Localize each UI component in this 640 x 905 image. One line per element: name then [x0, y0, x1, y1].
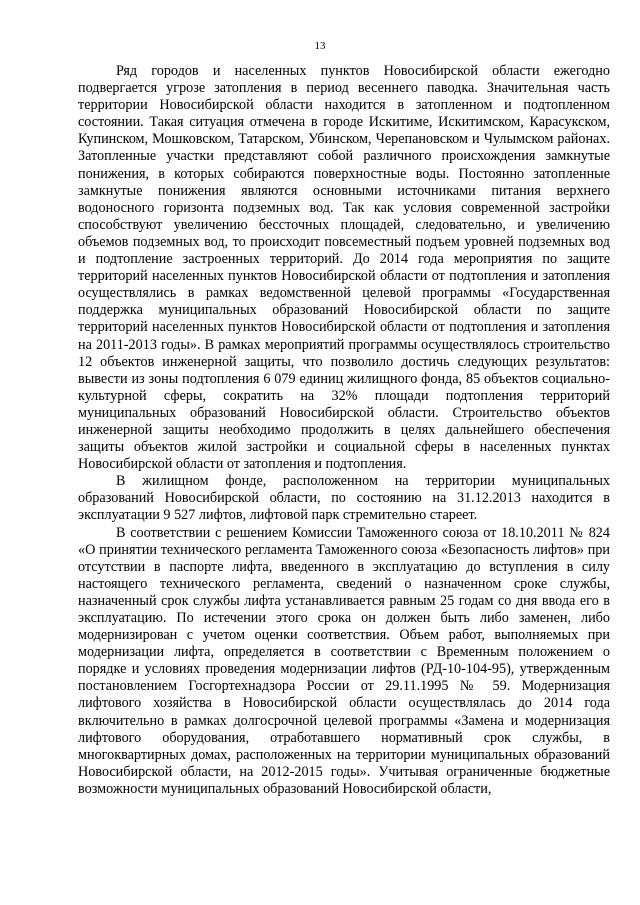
paragraph-elevator-stock: В жилищном фонде, расположенном на территории муниципальных образований Новосибирской области, по состоянию на 31.12.2013 находится в эксплуатации 9 527 лифтов, лифтовой парк стремительно стареет. [78, 473, 610, 524]
paragraph-flood-protection: Ряд городов и населенных пунктов Новосибирской области ежегодно подвергается угрозе затопления в период весеннего паводка. Значительная часть территории Новосибирской области находится в затопленном и подтопленном состоянии. Такая ситуация отмечена в городе Искитиме, Искитимском, Карасукском, Купинском, Мошковском, Татарском, Убинском, Черепановском и Чулымском районах. Затопленные участки представляют собой различного происхождения замкнутые понижения, в которых собираются поверхностные воды. Постоянно затопленные замкнутые понижения являются основными источниками питания верхнего водоносного горизонта подземных вод. Так как условия современной застройки способствуют увеличению бессточных площадей, следовательно, и увеличению объемов подземных вод, то происходит повсеместный подъем уровней подземных вод и подтопление застроенных территорий. До 2014 года мероприятия по защите территорий населенных пунктов Новосибирской области от подтопления и затопления осуществлялись в рамках ведомственной целевой программы «Государственная поддержка муниципальных образований Новосибирской области по защите территорий населенных пунктов Новосибирской области от подтопления и затопления на 2011-2013 годы». В рамках мероприятий программы осуществлялось строительство 12 объектов инженерной защиты, что позволило достичь следующих результатов: вывести из зоны подтопления 6 079 единиц жилищного фонда, 85 объектов социально-культурной сферы, сократить на 32% площади подтопления территорий муниципальных образований Новосибирской области. Строительство объектов инженерной защиты необходимо продолжить в целях дальнейшего обеспечения защиты объектов жилой застройки и социальной сферы в населенных пунктах Новосибирской области от затопления и подтопления. [78, 63, 610, 473]
document-body [78, 63, 610, 798]
page-number: 13 [314, 40, 326, 52]
paragraph-elevator-regulation: В соответствии с решением Комиссии Таможенного союза от 18.10.2011 № 824 «О принятии технического регламента Таможенного союза «Безопасность лифтов» при отсутствии в паспорте лифта, введенного в эксплуатацию до вступления в силу настоящего технического регламента, сведений о назначенном сроке службы, назначенный срок службы лифта устанавливается равным 25 годам со дня ввода его в эксплуатацию. По истечении этого срока он должен быть либо заменен, либо модернизирован с учетом оценки соответствия. Объем работ, выполняемых при модернизации лифта, определяется в соответствии с Временным положением о порядке и условиях проведения модернизации лифтов (РД-10-104-95), утвержденным постановлением Госгортехнадзора России от 29.11.1995 № 59. Модернизация лифтового хозяйства в Новосибирской области осуществлялась до 2014 года включительно в рамках долгосрочной целевой программы «Замена и модернизация лифтового оборудования, отработавшего нормативный срок службы, в многоквартирных домах, расположенных на территории муниципальных образований Новосибирской области, на 2012-2015 годы». Учитывая ограниченные бюджетные возможности муниципальных образований Новосибирской области, [78, 524, 610, 797]
